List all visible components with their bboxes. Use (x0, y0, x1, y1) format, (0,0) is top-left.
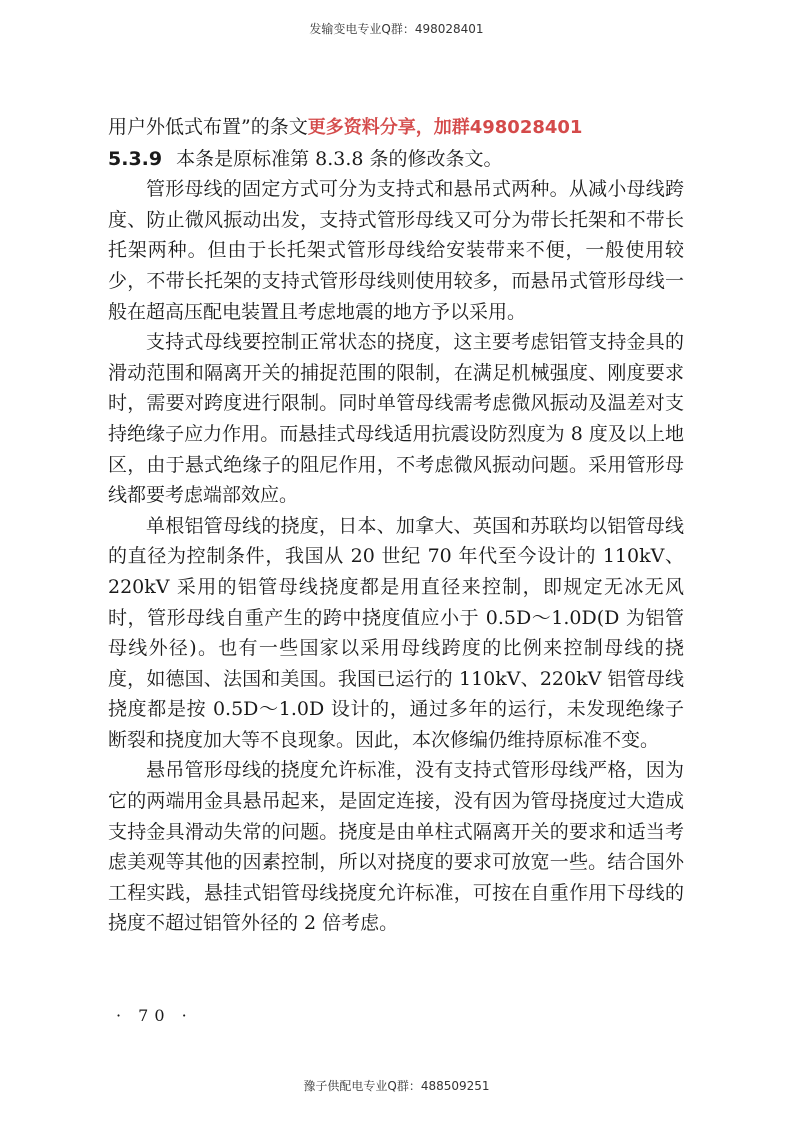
section-heading (108, 144, 684, 175)
page-number: · 70 · (116, 1006, 193, 1025)
continuation-line (108, 112, 684, 144)
footer-watermark-note: 豫子供配电专业Q群：488509251 (303, 1079, 490, 1093)
promo-overlay-text: 更多资料分享，加群498028401 (307, 117, 583, 138)
paragraph-1: 管形母线的固定方式可分为支持式和悬吊式两种。从减小母线跨度、防止微风振动出发，支持式管形母线又可分为带长托架和不带长托架两种。但由于长托架式管形母线给安装带来不便，一般使用较少，不带长托架的支持式管形母线则使用较多，而悬吊式管形母线一般在超高压配电装置且考虑地震的地方予以采用。 (108, 178, 684, 323)
header-watermark-note: 发输变电专业Q群：498028401 (309, 22, 484, 36)
paragraph-4: 悬吊管形母线的挠度允许标准，没有支持式管形母线严格，因为它的两端用金具悬吊起来，是固定连接，没有因为管母挠度过大造成支持金具滑动失常的问题。挠度是由单柱式隔离开关的要求和适当考虑美观等其他的因素控制，所以对挠度的要求可放宽一些。结合国外工程实践，悬挂式铝管母线挠度允许标准，可按在自重作用下母线的挠度不超过铝管外径的 2 倍考虑。 (108, 759, 684, 935)
continuation-text: 用户外低式布置”的条文 (108, 116, 308, 138)
paragraph-2: 支持式母线要控制正常状态的挠度，这主要考虑铝管支持金具的滑动范围和隔离开关的捕捉范围的限制，在满足机械强度、刚度要求时，需要对跨度进行限制。同时单管母线需考虑微风振动及温差对支持绝缘子应力作用。而悬挂式母线适用抗震设防烈度为 8 度及以上地区，由于悬式绝缘子的阻尼作用，不考虑微风振动问题。采用管形母线都要考虑端部效应。 (108, 331, 684, 507)
document-body (108, 112, 684, 939)
paragraph-3: 单根铝管母线的挠度，日本、加拿大、英国和苏联均以铝管母线的直径为控制条件，我国从 20 世纪 70 年代至今设计的 110kV、220kV 采用的铝管母线挠度都是用直径来控制，即规定无冰无风时，管形母线自重产生的跨中挠度值应小于 0.5D～1.0D(D 为铝管母线外径)。也有一些国家以采用母线跨度的比例来控制母线的挠度，如德国、法国和美国。我国已运行的 110kV、220kV 铝管母线挠度都是按 0.5D～1.0D 设计的，通过多年的运行，未发现绝缘子断裂和挠度加大等不良现象。因此，本次修编仍维持原标准不变。 (108, 514, 684, 751)
section-lead: 本条是原标准第 8.3.8 条的修改条文。 (176, 147, 503, 170)
section-number: 5.3.9 (108, 147, 163, 170)
